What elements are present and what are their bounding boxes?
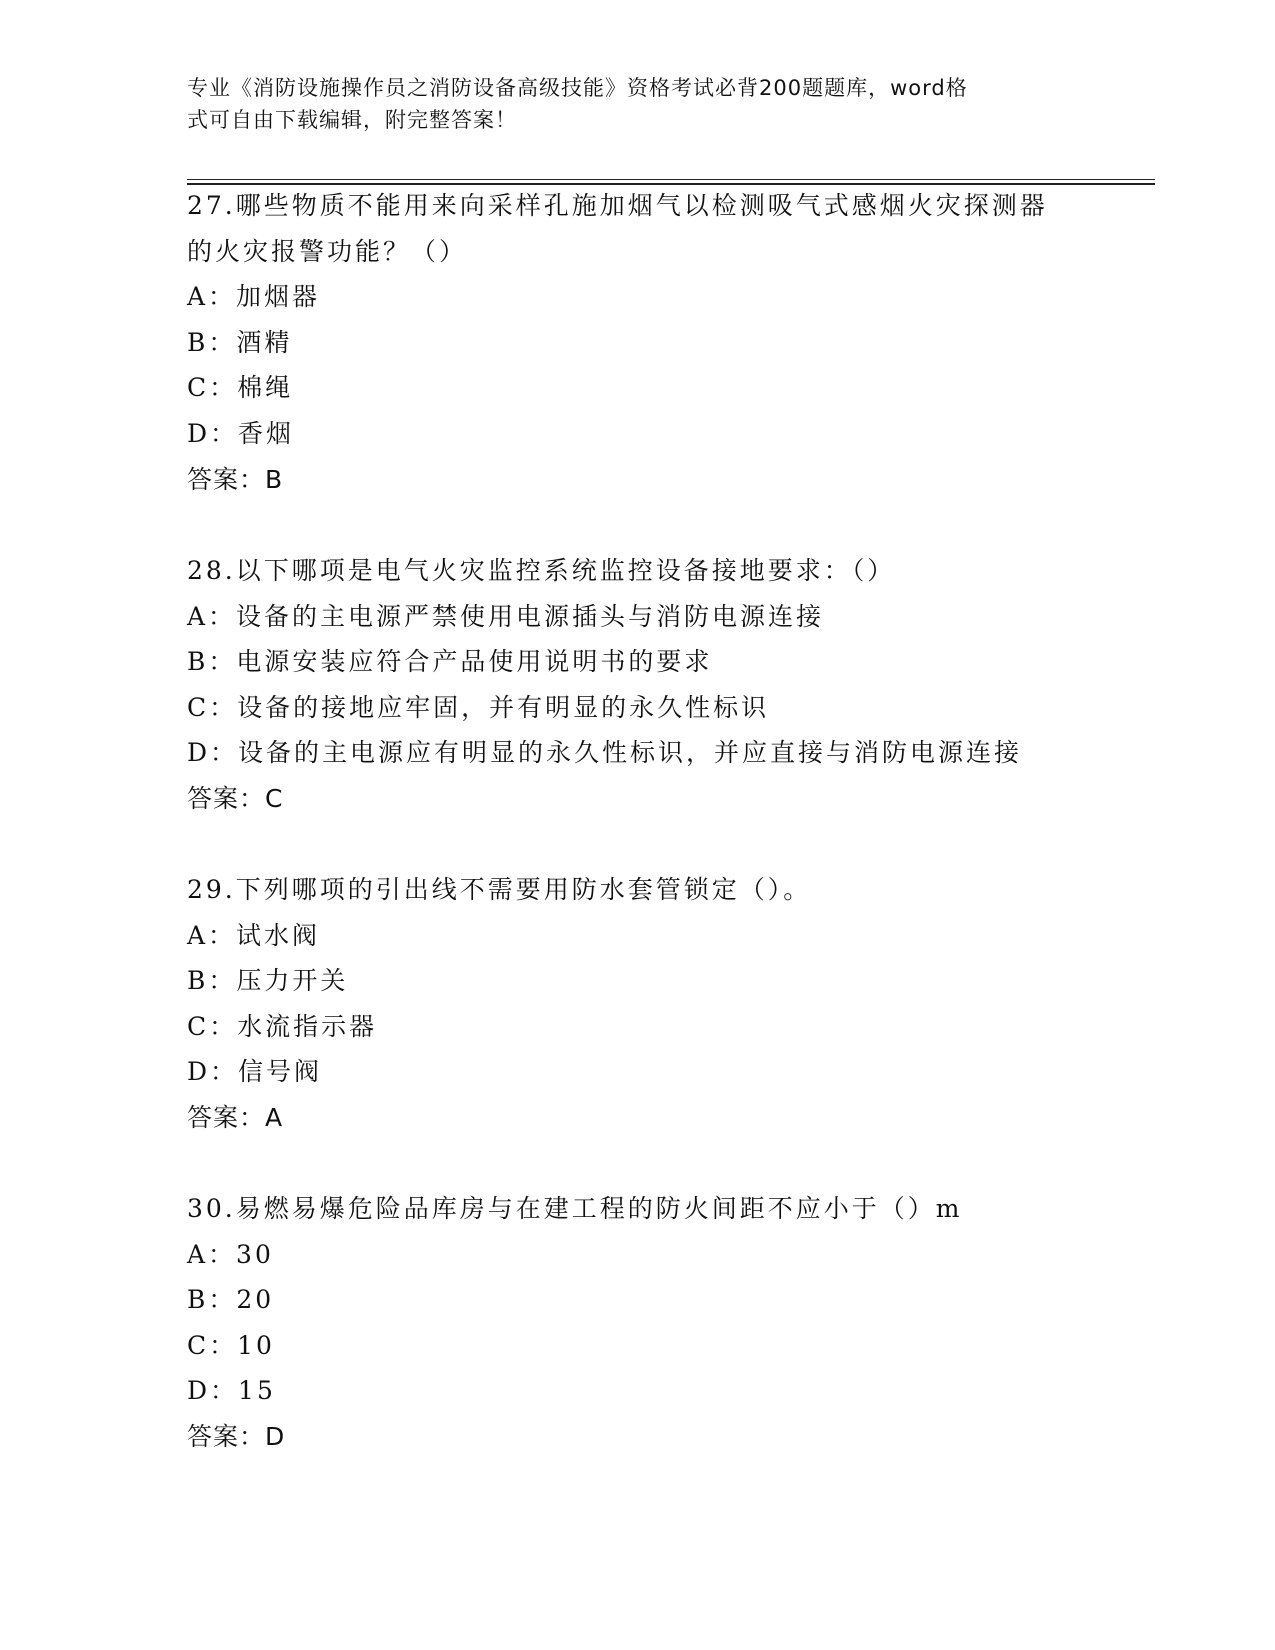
option-d: D：香烟 (187, 418, 295, 448)
question-stem: 28.以下哪项是电气火灾监控系统监控设备接地要求：（） (187, 556, 896, 585)
option-d: D：15 (187, 1376, 276, 1406)
question-stem: 30.易燃易爆危险品库房与在建工程的防火间距不应小于（）m (187, 1194, 963, 1223)
option-d: D：信号阀 (187, 1057, 323, 1087)
answer-line: 答案：A (187, 1102, 284, 1132)
question-stem-continued: 的火灾报警功能？（） (187, 236, 468, 266)
option-d: D：设备的主电源应有明显的永久性标识，并应直接与消防电源连接 (187, 738, 1023, 768)
header-line-2: 式可自由下载编辑，附完整答案！ (187, 108, 517, 132)
question-28 (187, 548, 1087, 822)
option-b: B：酒精 (187, 327, 293, 357)
option-c: C：设备的接地应牢固，并有明显的永久性标识 (187, 692, 770, 722)
option-a: A：加烟器 (187, 282, 321, 312)
question-stem: 29.下列哪项的引出线不需要用防水套管锁定（）。 (187, 875, 812, 904)
option-c: C：棉绳 (187, 373, 294, 403)
header-divider-thin (187, 179, 1155, 180)
answer-line: 答案：C (187, 783, 284, 813)
option-a: A：30 (187, 1239, 274, 1269)
question-stem: 27.哪些物质不能用来向采样孔施加烟气以检测吸气式感烟火灾探测器 (187, 191, 1048, 220)
option-b: B：压力开关 (187, 966, 349, 996)
answer-line: 答案：B (187, 464, 284, 494)
option-b: B：20 (187, 1285, 275, 1315)
question-27 (187, 183, 1087, 502)
option-c: C：10 (187, 1330, 275, 1360)
option-a: A：设备的主电源严禁使用电源插头与消防电源连接 (187, 601, 825, 631)
option-a: A：试水阀 (187, 920, 321, 950)
option-b: B：电源安装应符合产品使用说明书的要求 (187, 647, 713, 677)
option-c: C：水流指示器 (187, 1011, 378, 1041)
answer-line: 答案：D (187, 1421, 286, 1451)
question-30 (187, 1186, 1087, 1460)
question-29 (187, 867, 1087, 1141)
header-line-1: 专业《消防设施操作员之消防设备高级技能》资格考试必背200题题库，word格 (187, 76, 968, 100)
document-header (187, 72, 1067, 136)
